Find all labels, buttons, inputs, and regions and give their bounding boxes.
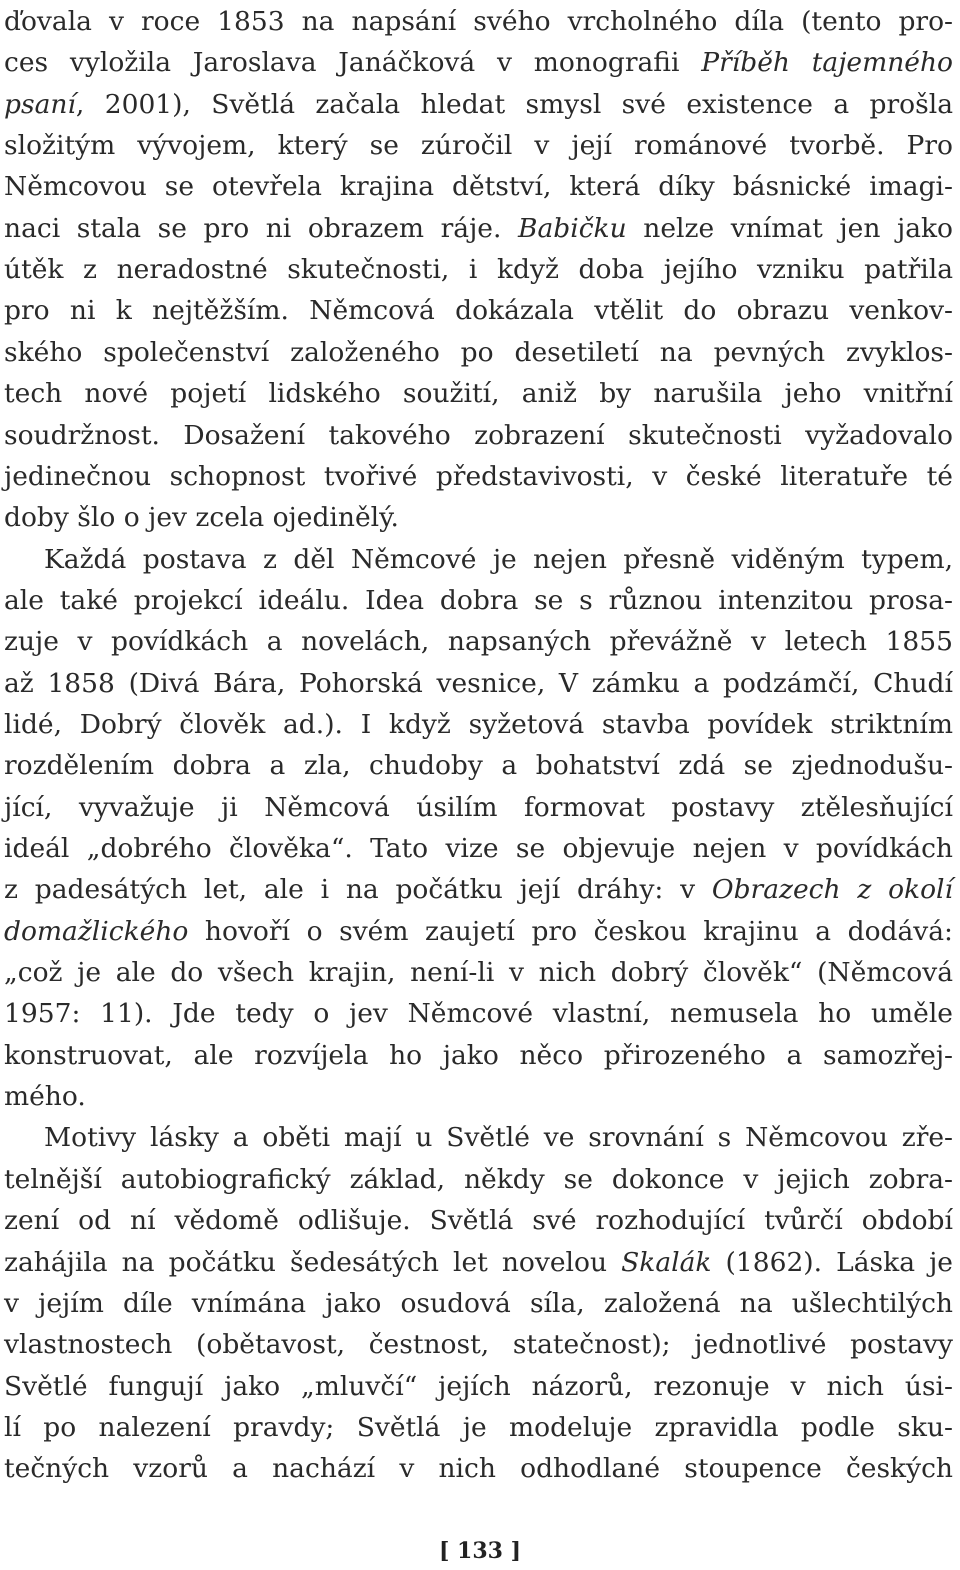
italic-title-text: Obrazech z okolí xyxy=(711,874,953,906)
text-segment: v jejím díle vnímána jako osudová síla, založená na ušlechtilých xyxy=(4,1287,953,1319)
text-line xyxy=(4,1200,953,1241)
text-segment: zahájila na počátku šedesátých let novelou xyxy=(4,1246,622,1278)
italic-title-text: Babičku xyxy=(518,212,627,244)
text-segment: jící, vyvažuje ji Němcová úsilím formovat postavy ztělesňující xyxy=(4,791,953,823)
text-segment: Každá postava z děl Němcové je nejen přesně viděným typem, xyxy=(44,543,953,575)
text-line xyxy=(4,415,953,456)
italic-title-text: Příběh tajemného xyxy=(701,47,953,79)
text-segment: tečných vzorů a nachází v nich odhodlané stoupence českých xyxy=(4,1453,953,1485)
text-segment: Světlé fungují jako „mluvčí“ jejích názorů, rezonuje v nich úsi- xyxy=(4,1370,953,1402)
text-segment: ského společenství založeného po desetiletí na pevných zvyklos- xyxy=(4,336,953,368)
text-line xyxy=(4,1324,953,1365)
text-segment: Němcovou se otevřela krajina dětství, která díky básnické imagi- xyxy=(4,171,953,203)
text-line xyxy=(4,539,953,580)
text-segment: „což je ale do všech krajin, není-li v nich dobrý člověk“ (Němcová xyxy=(4,957,953,989)
text-segment: ďovala v roce 1853 na napsání svého vrcholného díla (tento pro- xyxy=(4,6,953,37)
text-segment: vlastnostech (obětavost, čestnost, statečnost); jednotlivé postavy xyxy=(4,1329,953,1361)
text-line xyxy=(4,166,953,207)
text-segment: až 1858 (Divá Bára, Pohorská vesnice, V zámku a podzámčí, Chudí xyxy=(4,667,953,699)
text-segment: jedinečnou schopnost tvořivé představivosti, v české literatuře té xyxy=(4,460,953,492)
text-line xyxy=(4,745,953,786)
text-line xyxy=(4,249,953,290)
text-segment: doby šlo o jev zcela ojedinělý. xyxy=(4,502,399,534)
text-line xyxy=(4,1448,953,1489)
italic-title-text: psaní xyxy=(4,88,76,120)
text-line xyxy=(4,580,953,621)
text-segment: ideál „dobrého člověka“. Tato vize se objevuje nejen v povídkách xyxy=(4,833,953,864)
text-segment: hovoří o svém zaujetí pro českou krajinu a dodává: xyxy=(188,915,953,947)
text-line xyxy=(4,1117,953,1158)
text-line xyxy=(4,1035,953,1076)
text-segment: zení od ní vědomě odlišuje. Světlá své rozhodující tvůrčí období xyxy=(4,1205,953,1237)
text-line xyxy=(4,663,953,704)
italic-title-text: Skalák xyxy=(621,1246,712,1278)
text-line xyxy=(4,42,953,83)
text-line xyxy=(4,1076,86,1117)
text-line xyxy=(4,621,953,662)
text-line xyxy=(4,1159,953,1200)
text-segment: zuje v povídkách a novelách, napsaných převážně v letech 1855 xyxy=(4,626,953,658)
text-line xyxy=(4,787,953,828)
text-line xyxy=(4,290,953,331)
text-line xyxy=(4,208,953,249)
text-segment: rozdělením dobra a zla, chudoby a bohatství zdá se zjednodušu- xyxy=(4,750,953,782)
text-line xyxy=(4,1242,953,1283)
italic-title-text: domažlického xyxy=(4,915,189,947)
text-line xyxy=(4,911,953,952)
page-number: [ 133 ] xyxy=(438,1538,522,1564)
text-line xyxy=(4,125,953,166)
text-segment: 1957: 11). Jde tedy o jev Němcové vlastní, nemusela ho uměle xyxy=(4,998,953,1030)
text-line xyxy=(4,497,399,538)
text-segment: pro ni k nejtěžším. Němcová dokázala vtělit do obrazu venkov- xyxy=(4,295,953,327)
text-line xyxy=(4,869,953,910)
text-line xyxy=(4,1366,953,1407)
text-segment: složitým vývojem, který se zúročil v její románové tvorbě. Pro xyxy=(4,130,953,162)
text-line xyxy=(4,993,953,1034)
text-segment: útěk z neradostné skutečnosti, i když doba jejího vzniku patřila xyxy=(4,254,953,286)
text-line xyxy=(4,373,953,414)
text-segment: konstruovat, ale rozvíjela ho jako něco přirozeného a samozřej- xyxy=(4,1039,953,1071)
text-segment: ale také projekcí ideálu. Idea dobra se s různou intenzitou prosa- xyxy=(4,584,953,616)
text-line xyxy=(4,84,953,125)
text-segment: naci stala se pro ni obrazem ráje. xyxy=(4,212,518,244)
text-segment: lí po nalezení pravdy; Světlá je modeluje zpravidla podle sku- xyxy=(4,1411,953,1443)
text-line xyxy=(4,456,953,497)
text-segment: Motivy lásky a oběti mají u Světlé ve srovnání s Němcovou zře- xyxy=(44,1122,953,1154)
text-line xyxy=(4,1407,953,1448)
text-line xyxy=(4,1283,953,1324)
text-segment: , 2001), Světlá začala hledat smysl své existence a prošla xyxy=(75,88,953,120)
text-line xyxy=(4,332,953,373)
text-segment: soudržnost. Dosažení takového zobrazení skutečnosti vyžadovalo xyxy=(4,419,953,451)
text-line xyxy=(4,828,953,869)
text-segment: nelze vnímat jen jako xyxy=(626,212,954,244)
text-segment: z padesátých let, ale i na počátku její dráhy: v xyxy=(4,874,712,906)
text-line xyxy=(4,704,953,745)
text-segment: ces vyložila Jaroslava Janáčková v monografii xyxy=(4,47,702,79)
text-line xyxy=(4,1,953,42)
text-segment: tech nové pojetí lidského soužití, aniž by narušila jeho vnitřní xyxy=(4,378,953,410)
text-segment: mého. xyxy=(4,1081,86,1113)
text-segment: lidé, Dobrý člověk ad.). I když syžetová stavba povídek striktním xyxy=(4,708,953,740)
text-segment: telnější autobiografický základ, někdy se dokonce v jejich zobra- xyxy=(4,1163,953,1195)
text-line xyxy=(4,952,953,993)
text-segment: (1862). Láska je xyxy=(711,1246,953,1278)
